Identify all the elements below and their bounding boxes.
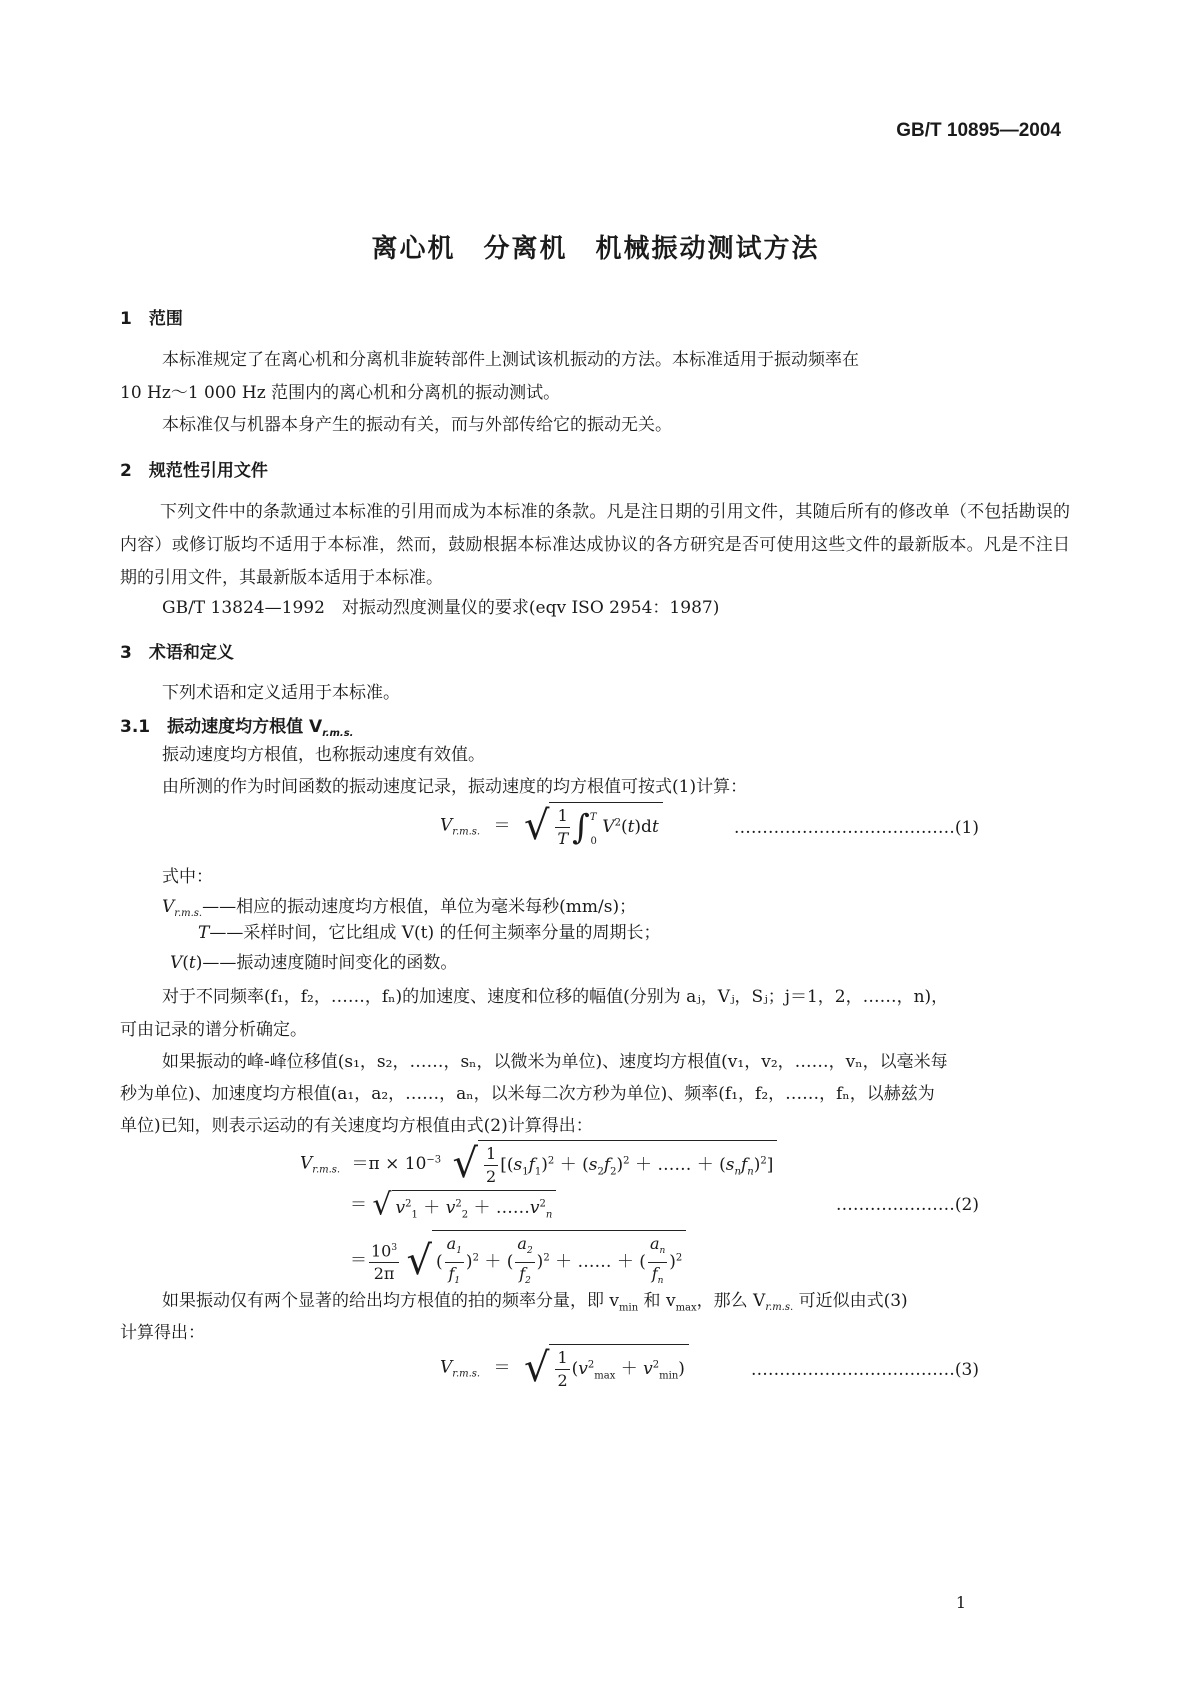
known-values-paragraph-line-1: 如果振动的峰-峰位移值(s₁，s₂，……，sₙ，以微米为单位)、速度均方根值(v₁，v₂，……，vₙ，以毫米每 xyxy=(162,1052,948,1072)
section-1-heading: 1 范围 xyxy=(120,309,183,329)
beat-paragraph-line-1: 如果振动仅有两个显著的给出均方根值的拍的频率分量，即 $v_{min}$ 和 $v_{max}$，那么 $V_{r.m.s.}$ 可近似由式(3) xyxy=(162,1291,908,1314)
calculation-intro: 由所测的作为时间函数的振动速度记录，振动速度的均方根值可按式(1)计算： xyxy=(162,777,748,797)
page-title: 离心机 分离机 机械振动测试方法 xyxy=(371,234,820,264)
section-2-heading: 2 规范性引用文件 xyxy=(120,461,268,481)
frequency-paragraph-line-1: 对于不同频率(f₁，f₂，……，fₙ)的加速度、速度和位移的幅值(分别为 aⱼ，Vⱼ，Sⱼ；j＝1，2，……，n)， xyxy=(162,987,949,1007)
section-2-paragraph: 下列文件中的条款通过本标准的引用而成为本标准的条款。凡是注日期的引用文件，其随后所有的修改单（不包括勘误的内容）或修订版均不适用于本标准，然而，鼓励根据本标准达成协议的各方研究是否可使用这些文件的最新版本。凡是不注日期的引用文件，其最新版本适用于本标准。 xyxy=(120,502,1070,588)
standard-number: GB/T 10895—2004 xyxy=(896,120,1061,141)
normative-reference: GB/T 13824—1992 对振动烈度测量仪的要求(eqv ISO 2954：1987) xyxy=(162,598,720,618)
equation-3-number: ………………………………(3) xyxy=(750,1360,979,1380)
variable-vrms-definition: $V_{r.m.s.}——$相应的振动速度均方根值，单位为毫米每秒(mm/s)； xyxy=(162,897,637,919)
equation-2-line-2: ＝ √ $v^2_1 + v^2_2$ ＋ $\dots\dots v^2_n$ xyxy=(350,1190,556,1221)
section-3-heading: 3 术语和定义 xyxy=(120,643,234,663)
variable-t-definition: T——采样时间，它比组成 V(t) 的任何主频率分量的周期长； xyxy=(198,923,661,943)
section-3-intro: 下列术语和定义适用于本标准。 xyxy=(162,683,400,703)
frequency-paragraph-line-2: 可由记录的谱分析确定。 xyxy=(120,1020,307,1040)
page-number: 1 xyxy=(955,1593,966,1612)
subsection-3-1-heading: 3.1 振动速度均方根值 $V_{r.m.s.}$ xyxy=(120,717,354,739)
equation-2-line-1: $V_{r.m.s.} =\pi \times 10^{-3}$ √ $\frac{1}{2}$ [$(s_1f_1)^2 + (s_2f_2)^2$ ＋ …… ＋ $(s_nf_n)^2$] xyxy=(300,1140,777,1188)
equation-1: $V_{r.m.s.}$ ＝ √ $\frac{1}{T}$ ∫$^T_0$ $V^2(t)dt$ xyxy=(440,802,663,850)
variable-vt-definition: V(t)——振动速度随时间变化的函数。 xyxy=(170,953,458,973)
section-1-paragraph-2: 本标准仅与机器本身产生的振动有关，而与外部传给它的振动无关。 xyxy=(162,415,672,435)
definition-text: 振动速度均方根值，也称振动速度有效值。 xyxy=(162,745,485,765)
equation-2-line-3: ＝ $\frac{10^3}{2\pi}$ √ ( $\frac{a_1}{f_1}$ )$^2$ ＋ ( $\frac{a_2}{f_2}$ )$^2$ ＋ …… ＋ ( $\frac{a_n}{f_n}$ )$^2$ xyxy=(350,1230,686,1292)
known-values-paragraph-line-3: 单位)已知，则表示运动的有关速度均方根值由式(2)计算得出： xyxy=(120,1116,593,1136)
section-1-paragraph-line-2: 10 Hz～1 000 Hz 范围内的离心机和分离机的振动测试。 xyxy=(120,383,561,403)
section-1-paragraph-line-1: 本标准规定了在离心机和分离机非旋转部件上测试该机振动的方法。本标准适用于振动频率在 xyxy=(162,350,859,370)
equation-2-number: …………………(2) xyxy=(835,1195,979,1215)
where-label: 式中： xyxy=(162,867,213,887)
known-values-paragraph-line-2: 秒为单位)、加速度均方根值(a₁，a₂，……，aₙ，以米每二次方秒为单位)、频率(f₁，f₂，……，fₙ，以赫兹为 xyxy=(120,1084,935,1104)
beat-paragraph-line-2: 计算得出： xyxy=(120,1323,205,1343)
equation-1-number: …………………………………(1) xyxy=(733,818,979,838)
equation-3: $V_{r.m.s.}$ ＝ √ $\frac{1}{2}$ $(v^2_{max} + v^2_{min})$ xyxy=(440,1344,689,1392)
